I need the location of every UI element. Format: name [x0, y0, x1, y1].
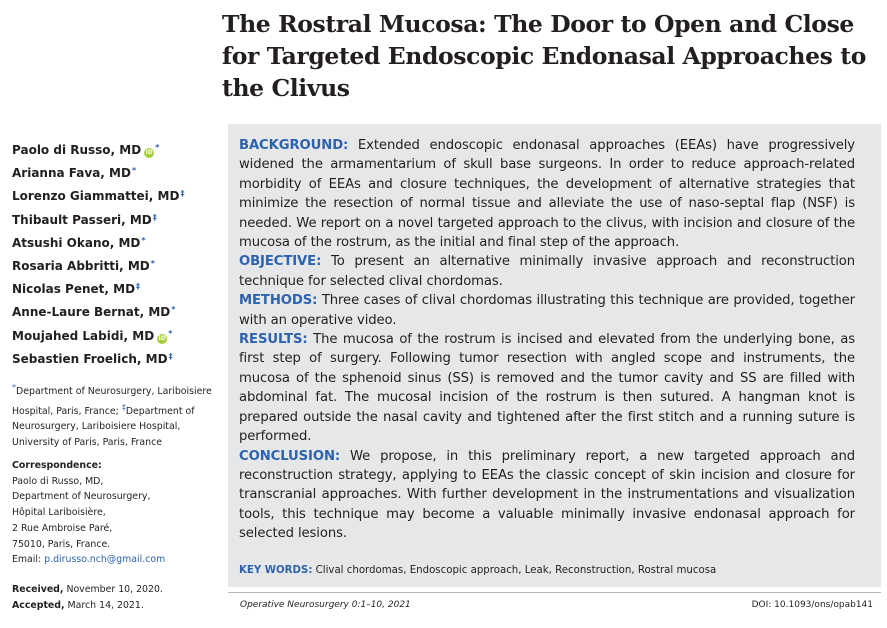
- article-dates: [12, 582, 214, 614]
- keywords-label: KEY WORDS:: [239, 565, 313, 576]
- author-item: [12, 345, 212, 368]
- affiliation-mark: *: [155, 143, 160, 152]
- abstract-methods: [239, 291, 855, 330]
- abstract-conclusion: [239, 447, 855, 544]
- affiliation-mark-2: ‡: [121, 402, 126, 412]
- abstract-text: [239, 136, 855, 544]
- email-link[interactable]: p.dirusso.nch@gmail.com: [44, 554, 166, 566]
- author-name[interactable]: Moujahed Labidi, MD: [12, 328, 155, 343]
- keywords: [239, 564, 869, 578]
- conclusion-text: We propose, in this preliminary report, a new targeted approach and reconstruction strategy, applying to EEAs the classic concept of skin incision and closure for transcranial approaches. With further development in the instrumentations and visualization tools, this technique may become a valuable minimally invasive endonasal approach for selected lesions.: [239, 448, 855, 542]
- author-item: [12, 322, 212, 345]
- abstract-objective: [239, 252, 855, 291]
- author-name[interactable]: Atsushi Okano, MD: [12, 235, 141, 250]
- author-name[interactable]: Nicolas Penet, MD: [12, 282, 136, 297]
- objective-label: OBJECTIVE:: [239, 254, 322, 270]
- email-label: Email:: [12, 554, 42, 566]
- author-name[interactable]: Anne-Laure Bernat, MD: [12, 305, 171, 320]
- author-item: [12, 298, 212, 321]
- affiliation-mark-1: *: [12, 383, 16, 392]
- methods-text: Three cases of clival chordomas illustrating this technique are provided, together with an operative video.: [239, 293, 856, 328]
- correspondence-line: Department of Neurosurgery,: [12, 491, 151, 503]
- author-name[interactable]: Sebastien Froelich, MD: [12, 351, 168, 366]
- accepted-label: Accepted,: [12, 600, 65, 611]
- received-date: [12, 582, 214, 598]
- author-item: [12, 136, 212, 159]
- correspondence-email-row: [12, 552, 214, 568]
- author-name[interactable]: Rosaria Abbritti, MD: [12, 258, 150, 273]
- correspondence-line: 75010, Paris, France.: [12, 538, 111, 550]
- affiliation-2: Department of Neurosurgery, Lariboisiere Hospital, University of Paris, Paris, France: [12, 405, 195, 448]
- affiliation-mark: ‡: [180, 189, 185, 199]
- footer-divider: [228, 592, 881, 593]
- author-name[interactable]: Arianna Fava, MD: [12, 166, 131, 181]
- keywords-text: Clival chordomas, Endoscopic approach, Leak, Reconstruction, Rostral mucosa: [315, 565, 717, 576]
- results-text: The mucosa of the rostrum is incised and elevated from the underlying bone, as first step of surgery. Following tumor resection with angled scope and instruments, the mucosa of the sphenoid sinus (SS) is removed and the tumor cavity and SS are filled with abdominal fat. The mucosal incision of the rostrum is then sutured. A hangman knot is prepared outside the nasal cavity and tightened after the first stitch and a running suture is performed.: [239, 332, 856, 445]
- author-list: [12, 136, 212, 368]
- affiliations: [12, 380, 214, 450]
- background-label: BACKGROUND:: [239, 138, 349, 153]
- conclusion-label: CONCLUSION:: [239, 448, 341, 464]
- doi-link[interactable]: DOI: 10.1093/ons/opab141: [751, 600, 873, 610]
- article-title: The Rostral Mucosa: The Door to Open and Close for Targeted Endoscopic Endonasal Approaches to the Clivus: [222, 10, 867, 102]
- abstract-results: [239, 330, 855, 446]
- objective-text: To present an alternative minimally invasive approach and reconstruction technique for selected clival chordomas.: [239, 254, 855, 289]
- affiliation-mark: *: [131, 166, 137, 176]
- correspondence-block: [12, 458, 214, 568]
- affiliation-mark: ‡: [136, 282, 141, 292]
- author-item: [12, 159, 212, 182]
- affiliation-mark: ‡: [168, 351, 173, 361]
- correspondence-line: Paolo di Russo, MD,: [12, 475, 104, 487]
- background-text: Extended endoscopic endonasal approaches (EEAs) have progressively widened the armamentarium of skull base surgeons. In order to reduce approach-related morbidity of EEAs and closure techniques, the development of alternative strategies that minimize the resection of normal tissue and alleviate the use of naso-septal flap (NSF) is needed. We report on a novel targeted approach to the clivus, with incision and closure of the mucosa of the rostrum, as the initial and final step of the approach.: [239, 138, 855, 251]
- accepted-date: [12, 598, 214, 614]
- results-label: RESULTS:: [239, 332, 308, 348]
- author-item: [12, 252, 212, 275]
- methods-label: METHODS:: [239, 293, 318, 309]
- correspondence-line: 2 Rue Ambroise Paré,: [12, 522, 113, 534]
- affiliation-mark: *: [171, 305, 176, 315]
- affiliation-1: Department of Neurosurgery, Lariboisiere Hospital, Paris, France;: [12, 386, 212, 417]
- affiliation-mark: ‡: [152, 212, 157, 222]
- author-item: [12, 229, 212, 252]
- author-item: [12, 206, 212, 229]
- author-item: [12, 182, 212, 205]
- received-value: November 10, 2020.: [66, 584, 163, 595]
- journal-citation: Operative Neurosurgery 0:1–10, 2021: [240, 600, 411, 610]
- orcid-icon[interactable]: iD: [158, 334, 166, 342]
- correspondence-line: Hôpital Lariboisière,: [12, 507, 106, 519]
- author-item: [12, 275, 212, 298]
- orcid-icon[interactable]: iD: [145, 149, 153, 156]
- received-label: Received,: [12, 584, 64, 595]
- affiliation-mark: *: [150, 258, 155, 268]
- author-name[interactable]: Paolo di Russo, MD: [12, 143, 142, 157]
- abstract-background: [239, 136, 855, 252]
- author-name[interactable]: Lorenzo Giammattei, MD: [12, 189, 180, 204]
- affiliation-mark: *: [141, 235, 146, 245]
- accepted-value: March 14, 2021.: [67, 600, 144, 611]
- correspondence-heading: Correspondence:: [12, 460, 102, 471]
- affiliation-mark: *: [168, 328, 173, 338]
- author-name[interactable]: Thibault Passeri, MD: [12, 212, 152, 227]
